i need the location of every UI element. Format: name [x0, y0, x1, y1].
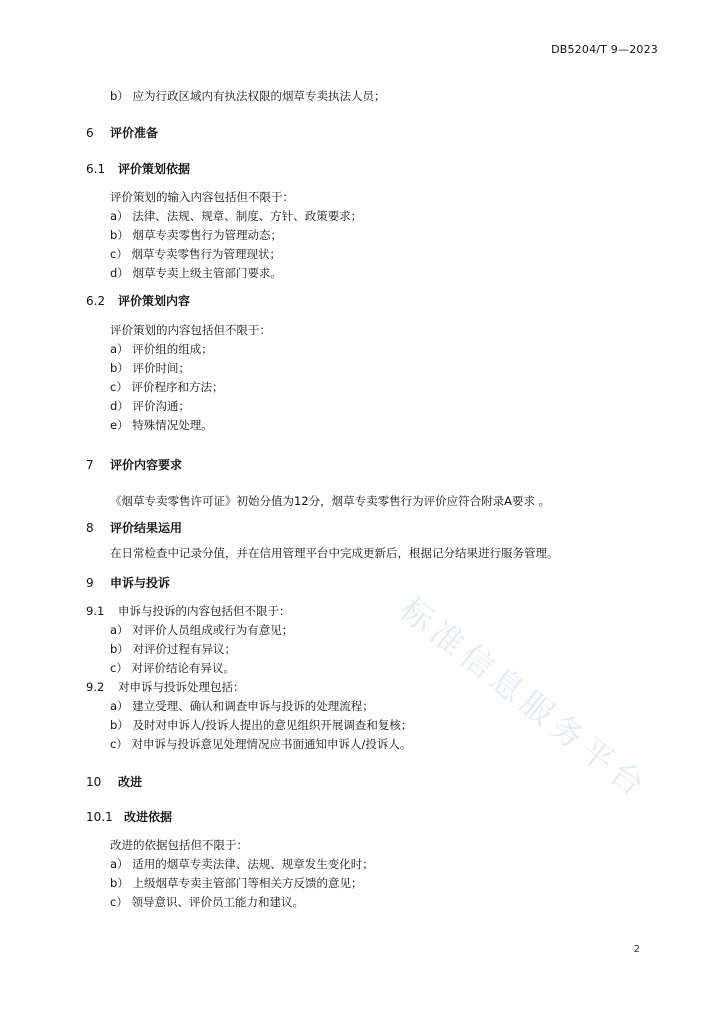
paragraph: 评价策划的内容包括但不限于： — [110, 323, 271, 337]
section-heading-6-1 — [86, 162, 190, 176]
list-item: a） 法律、法规、规章、制度、方针、政策要求； — [110, 209, 363, 223]
list-item: e） 特殊情况处理。 — [110, 418, 213, 432]
section-number: 9.1 — [86, 604, 105, 618]
list-item: b） 评价时间； — [110, 361, 190, 375]
section-title: 申诉与投诉 — [110, 576, 171, 590]
list-item: b） 烟草专卖零售行为管理动态； — [110, 228, 282, 242]
section-title: 改进 — [118, 775, 143, 789]
list-item: a） 适用的烟草专卖法律、法规、规章发生变化时； — [110, 857, 374, 871]
paragraph: 在日常检查中记录分值，并在信用管理平台中完成更新后，根据记分结果进行服务管理。 — [110, 546, 559, 560]
section-heading-6 — [86, 126, 158, 140]
list-item: c） 领导意识、评价员工能力和建议。 — [110, 895, 304, 909]
section-title: 评价准备 — [110, 126, 159, 140]
paragraph: 《烟草专卖零售许可证》初始分值为12分，烟草专卖零售行为评价应符合附录A要求 。 — [110, 494, 551, 508]
section-heading-10 — [86, 775, 142, 789]
section-number: 8 — [86, 521, 94, 535]
watermark: 标准信息服务平台 — [392, 589, 656, 807]
document-code-header: DB5204/T 9—2023 — [551, 43, 658, 56]
paragraph: 申诉与投诉的内容包括但不限于： — [118, 604, 291, 618]
section-heading-10-1 — [86, 810, 172, 824]
section-number: 6 — [86, 126, 94, 140]
list-item: b） 上级烟草专卖主管部门等相关方反馈的意见； — [110, 876, 363, 890]
clause-9-1 — [86, 604, 291, 618]
list-item: b） 对评价过程有异议； — [110, 642, 236, 656]
page-number: 2 — [633, 944, 640, 955]
section-heading-7 — [86, 458, 182, 472]
list-item: b） 应为行政区域内有执法权限的烟草专卖执法人员； — [110, 89, 386, 103]
section-number: 10 — [86, 775, 102, 789]
section-title: 评价策划内容 — [118, 294, 191, 308]
list-item: c） 评价程序和方法； — [110, 380, 224, 394]
clause-9-2 — [86, 680, 245, 694]
paragraph: 改进的依据包括但不限于： — [110, 838, 248, 852]
section-title: 评价结果运用 — [110, 521, 183, 535]
section-heading-8 — [86, 521, 182, 535]
list-item: d） 烟草专卖上级主管部门要求。 — [110, 266, 282, 280]
section-number: 7 — [86, 458, 94, 472]
section-number: 9.2 — [86, 680, 105, 694]
list-item: a） 评价组的组成； — [110, 342, 213, 356]
list-item: b） 及时对申诉人/投诉人提出的意见组织开展调查和复核； — [110, 718, 413, 732]
section-number: 9 — [86, 576, 94, 590]
section-number: 6.2 — [86, 294, 106, 308]
section-title: 评价内容要求 — [110, 458, 183, 472]
section-title: 评价策划依据 — [118, 162, 191, 176]
section-heading-6-2 — [86, 294, 190, 308]
section-number: 10.1 — [86, 810, 113, 824]
list-item: c） 烟草专卖零售行为管理现状； — [110, 247, 281, 261]
paragraph: 对申诉与投诉处理包括： — [118, 680, 245, 694]
list-item: a） 对评价人员组成或行为有意见； — [110, 623, 294, 637]
list-item: a） 建立受理、确认和调查申诉与投诉的处理流程； — [110, 699, 374, 713]
section-heading-9 — [86, 576, 170, 590]
list-item: c） 对申诉与投诉意见处理情况应书面通知申诉人/投诉人。 — [110, 737, 412, 751]
section-title: 改进依据 — [124, 810, 173, 824]
list-item: d） 评价沟通； — [110, 399, 190, 413]
section-number: 6.1 — [86, 162, 106, 176]
list-item: c） 对评价结论有异议。 — [110, 661, 235, 675]
paragraph: 评价策划的输入内容包括但不限于： — [110, 190, 294, 204]
